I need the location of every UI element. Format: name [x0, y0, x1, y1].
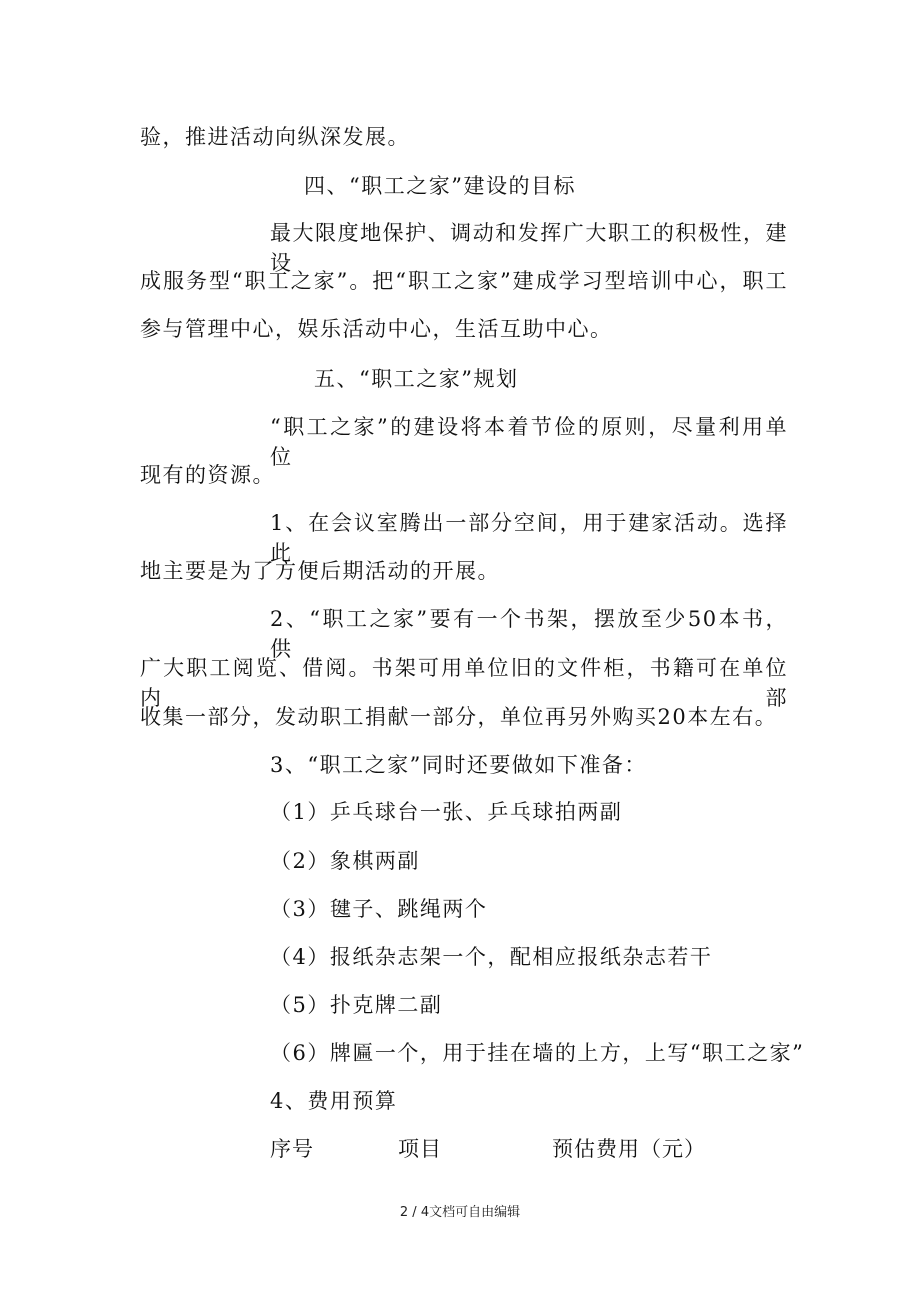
list-item-3: （3）毽子、跳绳两个 [270, 897, 488, 921]
page-footer: 2 / 4文档可自由编辑 [399, 1205, 521, 1220]
paragraph-line-9: 1、在会议室腾出一部分空间，用于建家活动。选择此 [270, 511, 788, 565]
table-header-item: 项目 [398, 1137, 442, 1161]
paragraph-line-21: 4、费用预算 [270, 1089, 398, 1113]
paragraph-line-8: 现有的资源。 [140, 463, 275, 487]
paragraph-line-10: 地主要是为了方便后期活动的开展。 [140, 559, 500, 583]
paragraph-line-7: “职工之家”的建设将本着节俭的原则，尽量利用单位 [270, 415, 788, 469]
table-header-cost: 预估费用（元） [552, 1137, 706, 1161]
list-item-1: （1）乒乓球台一张、乒乓球拍两副 [270, 800, 623, 824]
paragraph-line-14: 3、“职工之家”同时还要做如下准备： [270, 753, 647, 777]
section-heading-5: 五、“职工之家”规划 [314, 367, 519, 391]
paragraph-line-12: 广大职工阅览、借阅。书架可用单位旧的文件柜，书籍可在单位内部 [140, 656, 788, 710]
paragraph-line-1: 验，推进活动向纵深发展。 [140, 125, 410, 149]
paragraph-line-4: 成服务型“职工之家”。把“职工之家”建成学习型培训中心，职工 [140, 269, 788, 293]
table-header-serial: 序号 [270, 1137, 314, 1161]
list-item-4: （4）报纸杂志架一个，配相应报纸杂志若干 [270, 945, 713, 969]
paragraph-line-13: 收集一部分，发动职工捐献一部分，单位再另外购买20本左右。 [140, 705, 778, 729]
section-heading-4: 四、“职工之家”建设的目标 [304, 174, 576, 198]
list-item-5: （5）扑克牌二副 [270, 993, 443, 1017]
paragraph-line-5: 参与管理中心，娱乐活动中心，生活互助中心。 [140, 317, 613, 341]
list-item-2: （2）象棋两副 [270, 849, 420, 873]
paragraph-line-11: 2、“职工之家”要有一个书架，摆放至少50本书，供 [270, 607, 788, 661]
paragraph-line-3: 最大限度地保护、调动和发挥广大职工的积极性，建设 [270, 221, 788, 275]
list-item-6: （6）牌匾一个，用于挂在墙的上方，上写“职工之家” [270, 1041, 805, 1065]
